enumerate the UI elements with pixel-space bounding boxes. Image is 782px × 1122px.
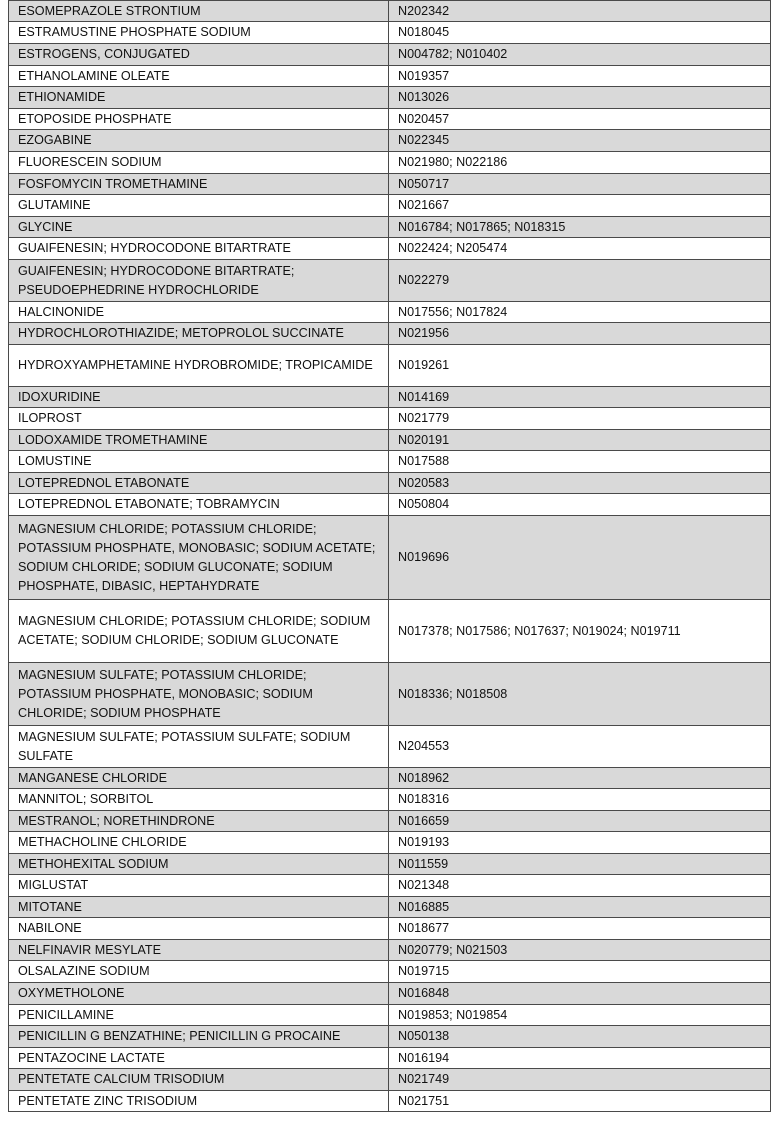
table-row [9, 875, 771, 897]
ingredient-cell: NELFINAVIR MESYLATE [9, 940, 389, 961]
table-row [9, 130, 771, 152]
application-numbers-cell: N021779 [389, 408, 771, 430]
application-numbers-cell: N019853; N019854 [389, 1005, 771, 1026]
application-numbers-cell: N018336; N018508 [389, 663, 771, 726]
application-numbers-cell: N016784; N017865; N018315 [389, 217, 771, 238]
table-row [9, 494, 771, 516]
ingredient-cell: MAGNESIUM CHLORIDE; POTASSIUM CHLORIDE; POTASSIUM PHOSPHATE, MONOBASIC; SODIUM ACETATE; SODIUM CHLORIDE; SODIUM GLUCONATE; SODIUM PHOSPHATE, DIBASIC, HEPTAHYDRATE [9, 516, 389, 600]
ingredient-cell: MAGNESIUM SULFATE; POTASSIUM CHLORIDE; POTASSIUM PHOSPHATE, MONOBASIC; SODIUM CHLORIDE; SODIUM PHOSPHATE [9, 663, 389, 726]
ingredient-cell: ESTRAMUSTINE PHOSPHATE SODIUM [9, 22, 389, 44]
application-numbers-cell: N019696 [389, 516, 771, 600]
table-row [9, 983, 771, 1005]
application-numbers-cell: N050138 [389, 1026, 771, 1048]
application-numbers-cell: N020583 [389, 473, 771, 494]
table-row [9, 473, 771, 494]
ingredient-cell: METHACHOLINE CHLORIDE [9, 832, 389, 854]
application-numbers-cell: N016848 [389, 983, 771, 1005]
application-numbers-cell: N020779; N021503 [389, 940, 771, 961]
application-numbers-cell: N021348 [389, 875, 771, 897]
application-numbers-cell: N021749 [389, 1069, 771, 1091]
application-numbers-cell: N022424; N205474 [389, 238, 771, 260]
table-row [9, 217, 771, 238]
table-body [9, 1, 771, 1112]
ingredient-cell: PENTETATE ZINC TRISODIUM [9, 1091, 389, 1112]
table-row [9, 1091, 771, 1112]
application-numbers-cell: N013026 [389, 87, 771, 109]
application-numbers-cell: N021956 [389, 323, 771, 345]
ingredient-cell: GLYCINE [9, 217, 389, 238]
ingredient-cell: LOTEPREDNOL ETABONATE; TOBRAMYCIN [9, 494, 389, 516]
application-numbers-cell: N016885 [389, 897, 771, 918]
application-numbers-cell: N016659 [389, 811, 771, 832]
table-row [9, 811, 771, 832]
application-numbers-cell: N016194 [389, 1048, 771, 1069]
table-row [9, 940, 771, 961]
table-row [9, 87, 771, 109]
application-numbers-cell: N019357 [389, 66, 771, 87]
table-row [9, 516, 771, 600]
ingredient-cell: OXYMETHOLONE [9, 983, 389, 1005]
table-row [9, 832, 771, 854]
ingredient-cell: ILOPROST [9, 408, 389, 430]
ingredient-cell: FOSFOMYCIN TROMETHAMINE [9, 174, 389, 195]
ingredient-cell: MAGNESIUM SULFATE; POTASSIUM SULFATE; SODIUM SULFATE [9, 726, 389, 768]
application-numbers-cell: N022345 [389, 130, 771, 152]
table-row [9, 1005, 771, 1026]
application-numbers-cell: N018316 [389, 789, 771, 811]
table-row [9, 323, 771, 345]
ingredient-cell: PENTETATE CALCIUM TRISODIUM [9, 1069, 389, 1091]
ingredient-cell: ESTROGENS, CONJUGATED [9, 44, 389, 66]
table-row [9, 854, 771, 875]
ingredient-cell: MIGLUSTAT [9, 875, 389, 897]
ingredient-cell: GLUTAMINE [9, 195, 389, 217]
ingredient-cell: HYDROCHLOROTHIAZIDE; METOPROLOL SUCCINATE [9, 323, 389, 345]
ingredient-cell: HYDROXYAMPHETAMINE HYDROBROMIDE; TROPICAMIDE [9, 345, 389, 387]
application-numbers-cell: N020457 [389, 109, 771, 130]
table-row [9, 22, 771, 44]
application-numbers-cell: N050804 [389, 494, 771, 516]
ingredient-cell: IDOXURIDINE [9, 387, 389, 408]
table-row [9, 174, 771, 195]
table-row [9, 109, 771, 130]
table-row [9, 44, 771, 66]
ingredient-cell: LOTEPREDNOL ETABONATE [9, 473, 389, 494]
application-numbers-cell: N019193 [389, 832, 771, 854]
table-row [9, 408, 771, 430]
application-numbers-cell: N021980; N022186 [389, 152, 771, 174]
table-row [9, 451, 771, 473]
application-numbers-cell: N017378; N017586; N017637; N019024; N019711 [389, 600, 771, 663]
table-row [9, 302, 771, 323]
application-numbers-cell: N050717 [389, 174, 771, 195]
table-row [9, 600, 771, 663]
ingredient-cell: OLSALAZINE SODIUM [9, 961, 389, 983]
ingredient-cell: MANGANESE CHLORIDE [9, 768, 389, 789]
application-numbers-cell: N019715 [389, 961, 771, 983]
application-numbers-cell: N204553 [389, 726, 771, 768]
application-numbers-cell: N018045 [389, 22, 771, 44]
application-numbers-cell: N011559 [389, 854, 771, 875]
table-row [9, 663, 771, 726]
application-numbers-cell: N021751 [389, 1091, 771, 1112]
application-numbers-cell: N018962 [389, 768, 771, 789]
ingredient-cell: GUAIFENESIN; HYDROCODONE BITARTRATE; PSEUDOEPHEDRINE HYDROCHLORIDE [9, 260, 389, 302]
ingredient-cell: ETHIONAMIDE [9, 87, 389, 109]
application-numbers-cell: N014169 [389, 387, 771, 408]
table-row [9, 152, 771, 174]
application-numbers-cell: N020191 [389, 430, 771, 451]
table-row [9, 260, 771, 302]
ingredient-cell: HALCINONIDE [9, 302, 389, 323]
drug-application-table [8, 0, 771, 1112]
application-numbers-cell: N019261 [389, 345, 771, 387]
application-numbers-cell: N004782; N010402 [389, 44, 771, 66]
ingredient-cell: LODOXAMIDE TROMETHAMINE [9, 430, 389, 451]
ingredient-cell: FLUORESCEIN SODIUM [9, 152, 389, 174]
table-row [9, 897, 771, 918]
ingredient-cell: MAGNESIUM CHLORIDE; POTASSIUM CHLORIDE; SODIUM ACETATE; SODIUM CHLORIDE; SODIUM GLUCONATE [9, 600, 389, 663]
table-row [9, 66, 771, 87]
table-row [9, 789, 771, 811]
ingredient-cell: MANNITOL; SORBITOL [9, 789, 389, 811]
table-row [9, 387, 771, 408]
table-row [9, 1, 771, 22]
ingredient-cell: NABILONE [9, 918, 389, 940]
ingredient-cell: PENTAZOCINE LACTATE [9, 1048, 389, 1069]
ingredient-cell: PENICILLIN G BENZATHINE; PENICILLIN G PROCAINE [9, 1026, 389, 1048]
table-row [9, 345, 771, 387]
application-numbers-cell: N017588 [389, 451, 771, 473]
table-row [9, 918, 771, 940]
ingredient-cell: MESTRANOL; NORETHINDRONE [9, 811, 389, 832]
table-row [9, 1026, 771, 1048]
table-row [9, 430, 771, 451]
ingredient-cell: EZOGABINE [9, 130, 389, 152]
ingredient-cell: MITOTANE [9, 897, 389, 918]
table-row [9, 726, 771, 768]
table-row [9, 1048, 771, 1069]
ingredient-cell: LOMUSTINE [9, 451, 389, 473]
table-row [9, 961, 771, 983]
application-numbers-cell: N021667 [389, 195, 771, 217]
table-row [9, 195, 771, 217]
ingredient-cell: METHOHEXITAL SODIUM [9, 854, 389, 875]
table-row [9, 768, 771, 789]
ingredient-cell: ETHANOLAMINE OLEATE [9, 66, 389, 87]
ingredient-cell: ETOPOSIDE PHOSPHATE [9, 109, 389, 130]
ingredient-cell: ESOMEPRAZOLE STRONTIUM [9, 1, 389, 22]
ingredient-cell: GUAIFENESIN; HYDROCODONE BITARTRATE [9, 238, 389, 260]
table-row [9, 238, 771, 260]
table-row [9, 1069, 771, 1091]
application-numbers-cell: N017556; N017824 [389, 302, 771, 323]
application-numbers-cell: N202342 [389, 1, 771, 22]
application-numbers-cell: N018677 [389, 918, 771, 940]
application-numbers-cell: N022279 [389, 260, 771, 302]
ingredient-cell: PENICILLAMINE [9, 1005, 389, 1026]
